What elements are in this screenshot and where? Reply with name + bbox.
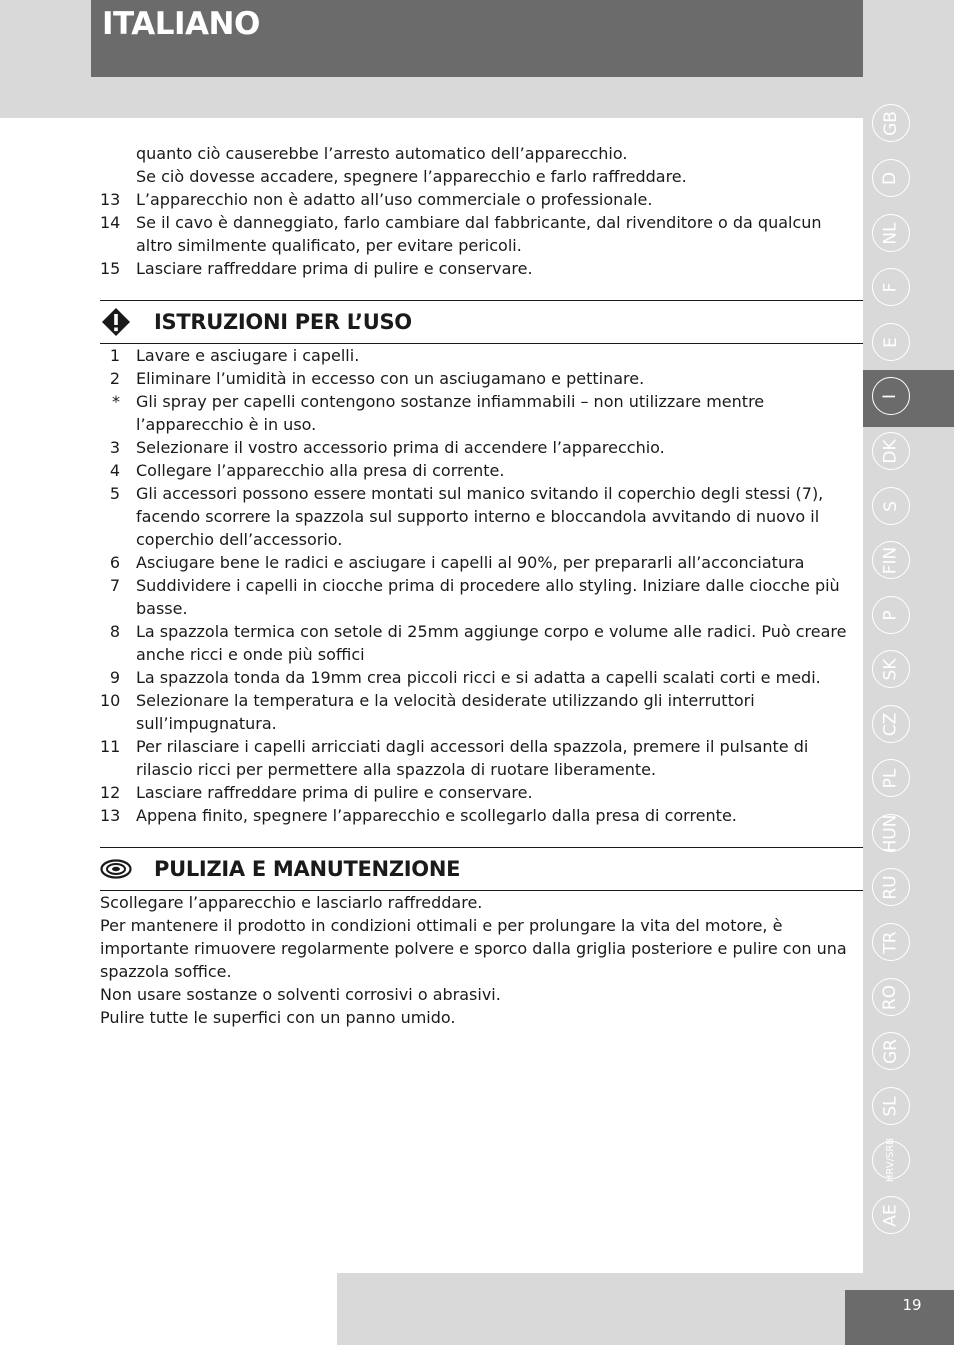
list-item	[100, 689, 858, 735]
list-item-number: 6	[109, 553, 120, 572]
language-tab-sk[interactable]	[872, 650, 910, 688]
list-item	[100, 367, 858, 390]
language-tab-fin[interactable]	[872, 541, 910, 579]
language-tab-label: HUN	[880, 814, 901, 852]
list-item-text: Asciugare bene le radici e asciugare i capelli al 90%, per prepararli all’acconciatura	[136, 553, 805, 572]
list-item	[100, 804, 858, 827]
list-item	[100, 211, 858, 257]
language-tab-cz[interactable]	[872, 705, 910, 743]
list-item-text: Lasciare raffreddare prima di pulire e conservare.	[136, 259, 533, 278]
language-tab-label: GR	[880, 1038, 901, 1064]
list-item-text: Gli accessori possono essere montati sul manico svitando il coperchio degli stessi (7), facendo scorrere la spazzola sul supporto interno e bloccandola avvitando di nuovo il coperchio dell’accessorio.	[136, 484, 824, 549]
language-tab-hrv-srb[interactable]	[872, 1137, 910, 1183]
list-item-number: 5	[109, 484, 120, 503]
language-tab-ro[interactable]	[872, 978, 910, 1016]
language-tab-ru[interactable]	[872, 868, 910, 906]
language-tab-label: HRV/SRB	[885, 1137, 897, 1183]
list-item-text: L’apparecchio non è adatto all’uso commerciale o professionale.	[136, 190, 653, 209]
list-item	[100, 142, 858, 165]
list-item	[100, 620, 858, 666]
list-item-number	[100, 165, 120, 188]
list-item-text: Suddividere i capelli in ciocche prima di procedere allo styling. Iniziare dalle ciocche più basse.	[136, 576, 840, 618]
language-tab-label: RU	[880, 874, 901, 900]
section-header-cleaning	[100, 847, 863, 891]
section-title-cleaning: PULIZIA E MANUTENZIONE	[154, 856, 461, 881]
list-item-text: Eliminare l’umidità in eccesso con un asciugamano e pettinare.	[136, 369, 645, 388]
language-tab-label: F	[880, 282, 901, 292]
cleaning-paragraphs	[100, 891, 858, 1029]
list-item	[100, 188, 858, 211]
list-item-number: 15	[100, 259, 121, 278]
cleaning-paragraph: Non usare sostanze o solventi corrosivi o abrasivi.	[100, 985, 501, 1004]
list-item	[100, 551, 858, 574]
warning-icon	[100, 306, 132, 338]
language-tab-label: CZ	[880, 712, 901, 736]
list-item-number: 1	[109, 346, 120, 365]
language-tab-label: D	[880, 171, 901, 185]
language-tab-label: SK	[880, 658, 901, 680]
list-item-text: Se il cavo è danneggiato, farlo cambiare dal fabbricante, dal rivenditore o da qualcun altro similmente qualificato, per evitare pericoli.	[136, 213, 822, 255]
language-tab-label: SL	[880, 1095, 901, 1117]
list-item-text: Gli spray per capelli contengono sostanze infiammabili – non utilizzare mentre l’apparecchio è in uso.	[136, 392, 765, 434]
list-item-text: quanto ciò causerebbe l’arresto automatico dell’apparecchio.	[136, 144, 628, 163]
page-number: 19	[902, 1296, 922, 1314]
list-item-number: 13	[100, 190, 121, 209]
cleaning-paragraph: Scollegare l’apparecchio e lasciarlo raffreddare.	[100, 893, 483, 912]
language-tab-nl[interactable]	[872, 214, 910, 252]
list-item-text: Se ciò dovesse accadere, spegnere l’apparecchio e farlo raffreddare.	[136, 167, 687, 186]
language-tab-label: I	[880, 393, 901, 399]
language-tab-pl[interactable]	[872, 759, 910, 797]
list-item	[100, 781, 858, 804]
list-item-text: Per rilasciare i capelli arricciati dagli accessori della spazzola, premere il pulsante di rilascio ricci per permettere alla spazzola di ruotare liberamente.	[136, 737, 809, 779]
list-item-text: Collegare l’apparecchio alla presa di corrente.	[136, 461, 505, 480]
list-item-text: Lavare e asciugare i capelli.	[136, 346, 360, 365]
language-tab-s[interactable]	[872, 487, 910, 525]
language-tab-gb[interactable]	[872, 104, 910, 142]
list-item	[100, 666, 858, 689]
language-tab-d[interactable]	[872, 159, 910, 197]
section-header-usage	[100, 300, 863, 344]
cleaning-paragraph: Per mantenere il prodotto in condizioni ottimali e per prolungare la vita del motore, è importante rimuovere regolarmente polvere e sporco dalla griglia posteriore e pulire con una spazzola soffice.	[100, 916, 847, 981]
list-item	[100, 459, 858, 482]
language-tab-label: DK	[880, 438, 901, 464]
list-item	[100, 574, 858, 620]
list-item-number: 12	[100, 783, 121, 802]
language-tab-label: P	[880, 609, 901, 621]
language-tab-label: NL	[880, 221, 901, 245]
language-tab-tr[interactable]	[872, 923, 910, 961]
list-item-text: Appena finito, spegnere l’apparecchio e scollegarlo dalla presa di corrente.	[136, 806, 737, 825]
usage-list	[100, 344, 858, 827]
list-item-text: La spazzola tonda da 19mm crea piccoli ricci e si adatta a capelli scalati corti e medi.	[136, 668, 821, 687]
list-item-text: La spazzola termica con setole di 25mm aggiunge corpo e volume alle radici. Può creare anche ricci e onde più soffici	[136, 622, 847, 664]
language-tab-label: AE	[880, 1203, 901, 1227]
list-item-number: 4	[109, 461, 120, 480]
list-item-number: 2	[109, 369, 120, 388]
list-item-number: *	[112, 392, 120, 411]
list-item-number: 7	[109, 576, 120, 595]
list-item-number: 14	[100, 213, 121, 232]
list-item-text: Lasciare raffreddare prima di pulire e conservare.	[136, 783, 533, 802]
language-tab-i[interactable]	[872, 377, 910, 415]
main-content	[100, 142, 858, 1029]
language-tab-hun[interactable]	[872, 814, 910, 852]
language-tab-label: RO	[880, 984, 901, 1010]
list-item-number: 9	[109, 668, 120, 687]
language-tab-f[interactable]	[872, 268, 910, 306]
page-title: ITALIANO	[102, 6, 260, 42]
language-tab-label: S	[880, 500, 901, 512]
list-item-number: 3	[109, 438, 120, 457]
language-tab-label: FIN	[880, 546, 901, 574]
list-item-text: Selezionare il vostro accessorio prima di accendere l’apparecchio.	[136, 438, 665, 457]
list-item	[100, 390, 858, 436]
list-item-number: 10	[100, 691, 121, 710]
language-tab-label: E	[880, 336, 901, 348]
language-tab-dk[interactable]	[872, 432, 910, 470]
language-tab-gr[interactable]	[872, 1032, 910, 1070]
list-item	[100, 165, 858, 188]
language-tab-p[interactable]	[872, 596, 910, 634]
language-tab-e[interactable]	[872, 323, 910, 361]
section-title-usage: ISTRUZIONI PER L’USO	[154, 309, 412, 334]
list-item-text: Selezionare la temperatura e la velocità desiderate utilizzando gli interruttori sull’impugnatura.	[136, 691, 755, 733]
cleaning-icon	[100, 853, 132, 885]
list-item-number: 13	[100, 806, 121, 825]
language-tab-label: PL	[880, 768, 901, 788]
list-item	[100, 735, 858, 781]
list-item	[100, 257, 858, 280]
language-tab-ae[interactable]	[872, 1196, 910, 1234]
list-item	[100, 482, 858, 551]
list-item-number: 8	[109, 622, 120, 641]
language-tab-label: TR	[880, 930, 901, 954]
list-item	[100, 436, 858, 459]
cleaning-paragraph: Pulire tutte le superfici con un panno umido.	[100, 1008, 456, 1027]
intro-list	[100, 142, 858, 280]
language-tab-sl[interactable]	[872, 1087, 910, 1125]
language-tab-label: GB	[880, 110, 901, 136]
list-item	[100, 344, 858, 367]
list-item-number	[100, 142, 120, 165]
list-item-number: 11	[100, 737, 121, 756]
